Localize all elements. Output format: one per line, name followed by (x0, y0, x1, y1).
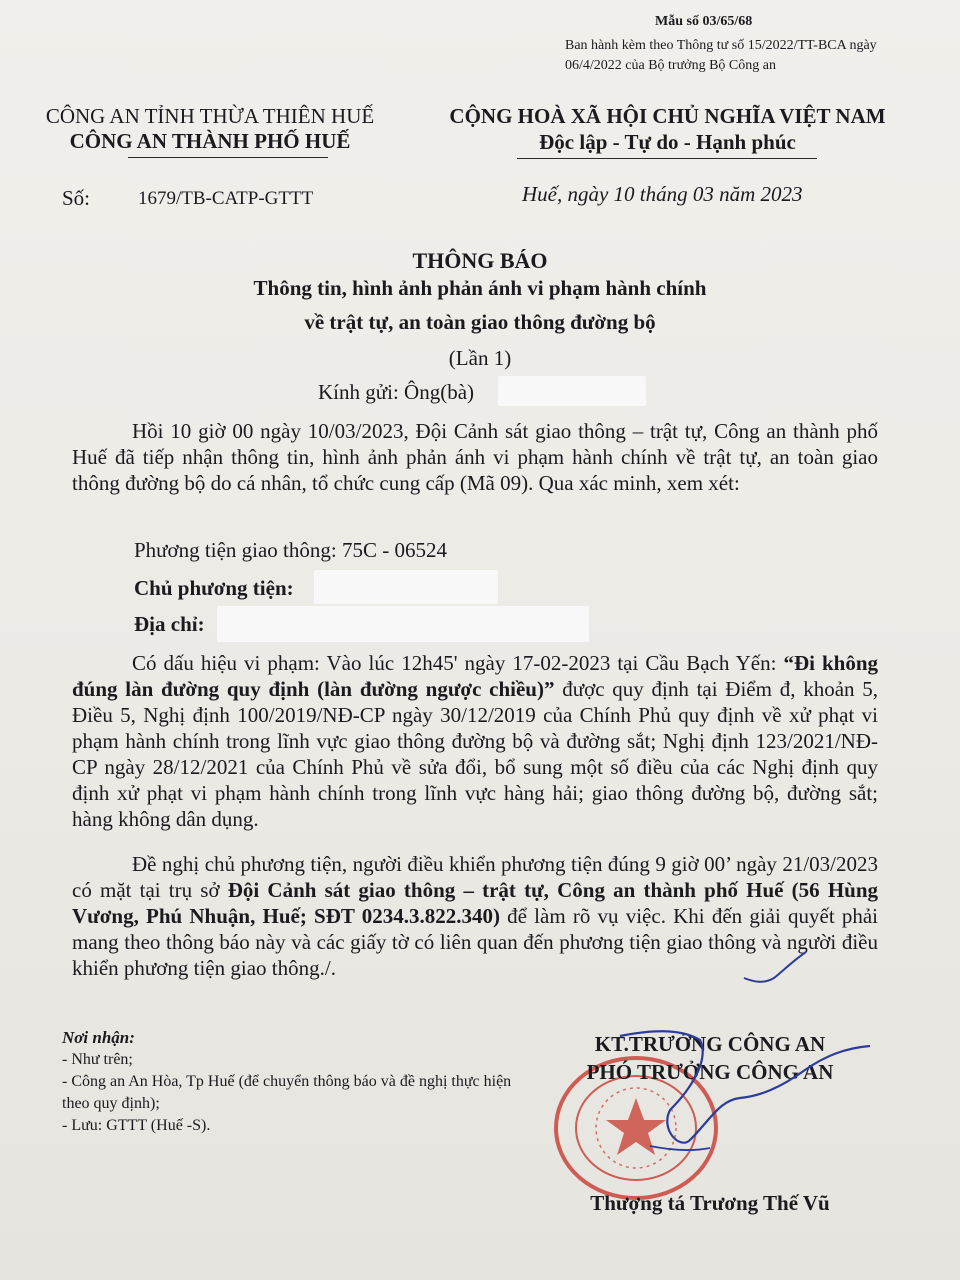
recipients-block (62, 1027, 522, 1137)
subject-line-2: về trật tự, an toàn giao thông đường bộ (304, 310, 656, 334)
signature-title-1: KT.TRƯỞNG CÔNG AN (594, 1032, 826, 1056)
addressee-label: Kính gửi: Ông(bà) (318, 380, 475, 404)
subject-line-1: Thông tin, hình ảnh phản ánh vi phạm hành chính (253, 276, 707, 300)
notice-round: (Lần 1) (448, 346, 512, 370)
redacted-owner (314, 570, 498, 604)
motto-underline (517, 158, 817, 159)
recipient-item: - Như trên; (62, 1051, 133, 1068)
handwritten-signature (590, 1000, 880, 1200)
document-type: THÔNG BÁO (412, 248, 548, 273)
recipient-item: - Lưu: GTTT (Huế -S). (62, 1117, 211, 1134)
agency-name: CÔNG AN THÀNH PHỐ HUẾ (69, 129, 351, 153)
address-label: Địa chỉ: (134, 612, 205, 636)
place-date: Huế, ngày 10 tháng 03 năm 2023 (522, 182, 803, 206)
agency-underline (128, 157, 328, 158)
recipients-heading: Nơi nhận: (62, 1028, 135, 1047)
form-number: Mẫu số 03/65/68 (655, 14, 753, 29)
paragraph-summons: Đề nghị chủ phương tiện, người điều khiển phương tiện đúng 9 giờ 00’ ngày 21/03/2023 có mặt tại trụ sở Đội Cảnh sát giao thông – trật tự, Công an thành phố Huế (56 Hùng Vương, Phú Nhuận, Huế; SĐT 0234.3.822.340) để làm rõ vụ việc. Khi đến giải quyết phải mang theo thông báo này và các giấy tờ có liên quan đến phương tiện giao thông và người điều khiển phương tiện giao thông./. (72, 852, 879, 980)
signer-name: Thượng tá Trương Thế Vũ (590, 1191, 830, 1215)
national-motto: Độc lập - Tự do - Hạnh phúc (539, 130, 796, 154)
redacted-addressee (498, 376, 646, 406)
national-title: CỘNG HOÀ XÃ HỘI CHỦ NGHĨA VIỆT NAM (449, 104, 886, 128)
vehicle-field: Phương tiện giao thông: 75C - 06524 (134, 538, 447, 562)
paragraph-violation: Có dấu hiệu vi phạm: Vào lúc 12h45' ngày 17-02-2023 tại Cầu Bạch Yến: “Đi không đúng làn đường quy định (làn đường ngược chiều)” được quy định tại Điểm đ, khoản 5, Điều 5, Nghị định 100/2019/NĐ-CP ngày 30/12/2019 của Chính Phủ quy định về xử phạt vi phạm hành chính trong lĩnh vực giao thông đường bộ và đường sắt; Nghị định 123/2021/NĐ-CP ngày 28/12/2021 của Chính Phủ về sửa đổi, bổ sung một số điều của các Nghị định quy định xử phạt vi phạm hành chính trong lĩnh vực hàng hải; giao thông đường bộ, đường sắt; hàng không dân dụng. (72, 651, 879, 831)
paragraph-receipt: Hồi 10 giờ 00 ngày 10/03/2023, Đội Cảnh sát giao thông – trật tự, Công an thành phố Huế đã tiếp nhận thông tin, hình ảnh phản ánh vi phạm hành chính về trật tự, an toàn giao thông đường bộ do cá nhân, tổ chức cung cấp (Mã 09). Qua xác minh, xem xét: (72, 419, 878, 495)
violation-description: “Đi không đúng làn đường quy định (làn đường ngược chiều)” (72, 651, 879, 701)
doc-number: 1679/TB-CATP-GTTT (138, 188, 314, 209)
owner-label: Chủ phương tiện: (134, 576, 294, 600)
form-issued-note: Ban hành kèm theo Thông tư số 15/2022/TT-BCA ngày 06/4/2022 của Bộ trưởng Bộ Công an (565, 38, 877, 73)
agency-parent: CÔNG AN TỈNH THỪA THIÊN HUẾ (45, 104, 375, 128)
recipient-item: - Công an An Hòa, Tp Huế (để chuyển thông báo và đề nghị thực hiện theo quy định); (62, 1073, 512, 1112)
redacted-address (217, 606, 589, 642)
summons-location: Đội Cảnh sát giao thông – trật tự, Công an thành phố Huế (56 Hùng Vương, Phú Nhuận, Huế; SĐT 0234.3.822.340) (72, 878, 879, 928)
pen-tick-mark (740, 948, 810, 988)
doc-number-label: Số: (62, 186, 91, 210)
signature-title-2: PHÓ TRƯỞNG CÔNG AN (586, 1060, 834, 1084)
